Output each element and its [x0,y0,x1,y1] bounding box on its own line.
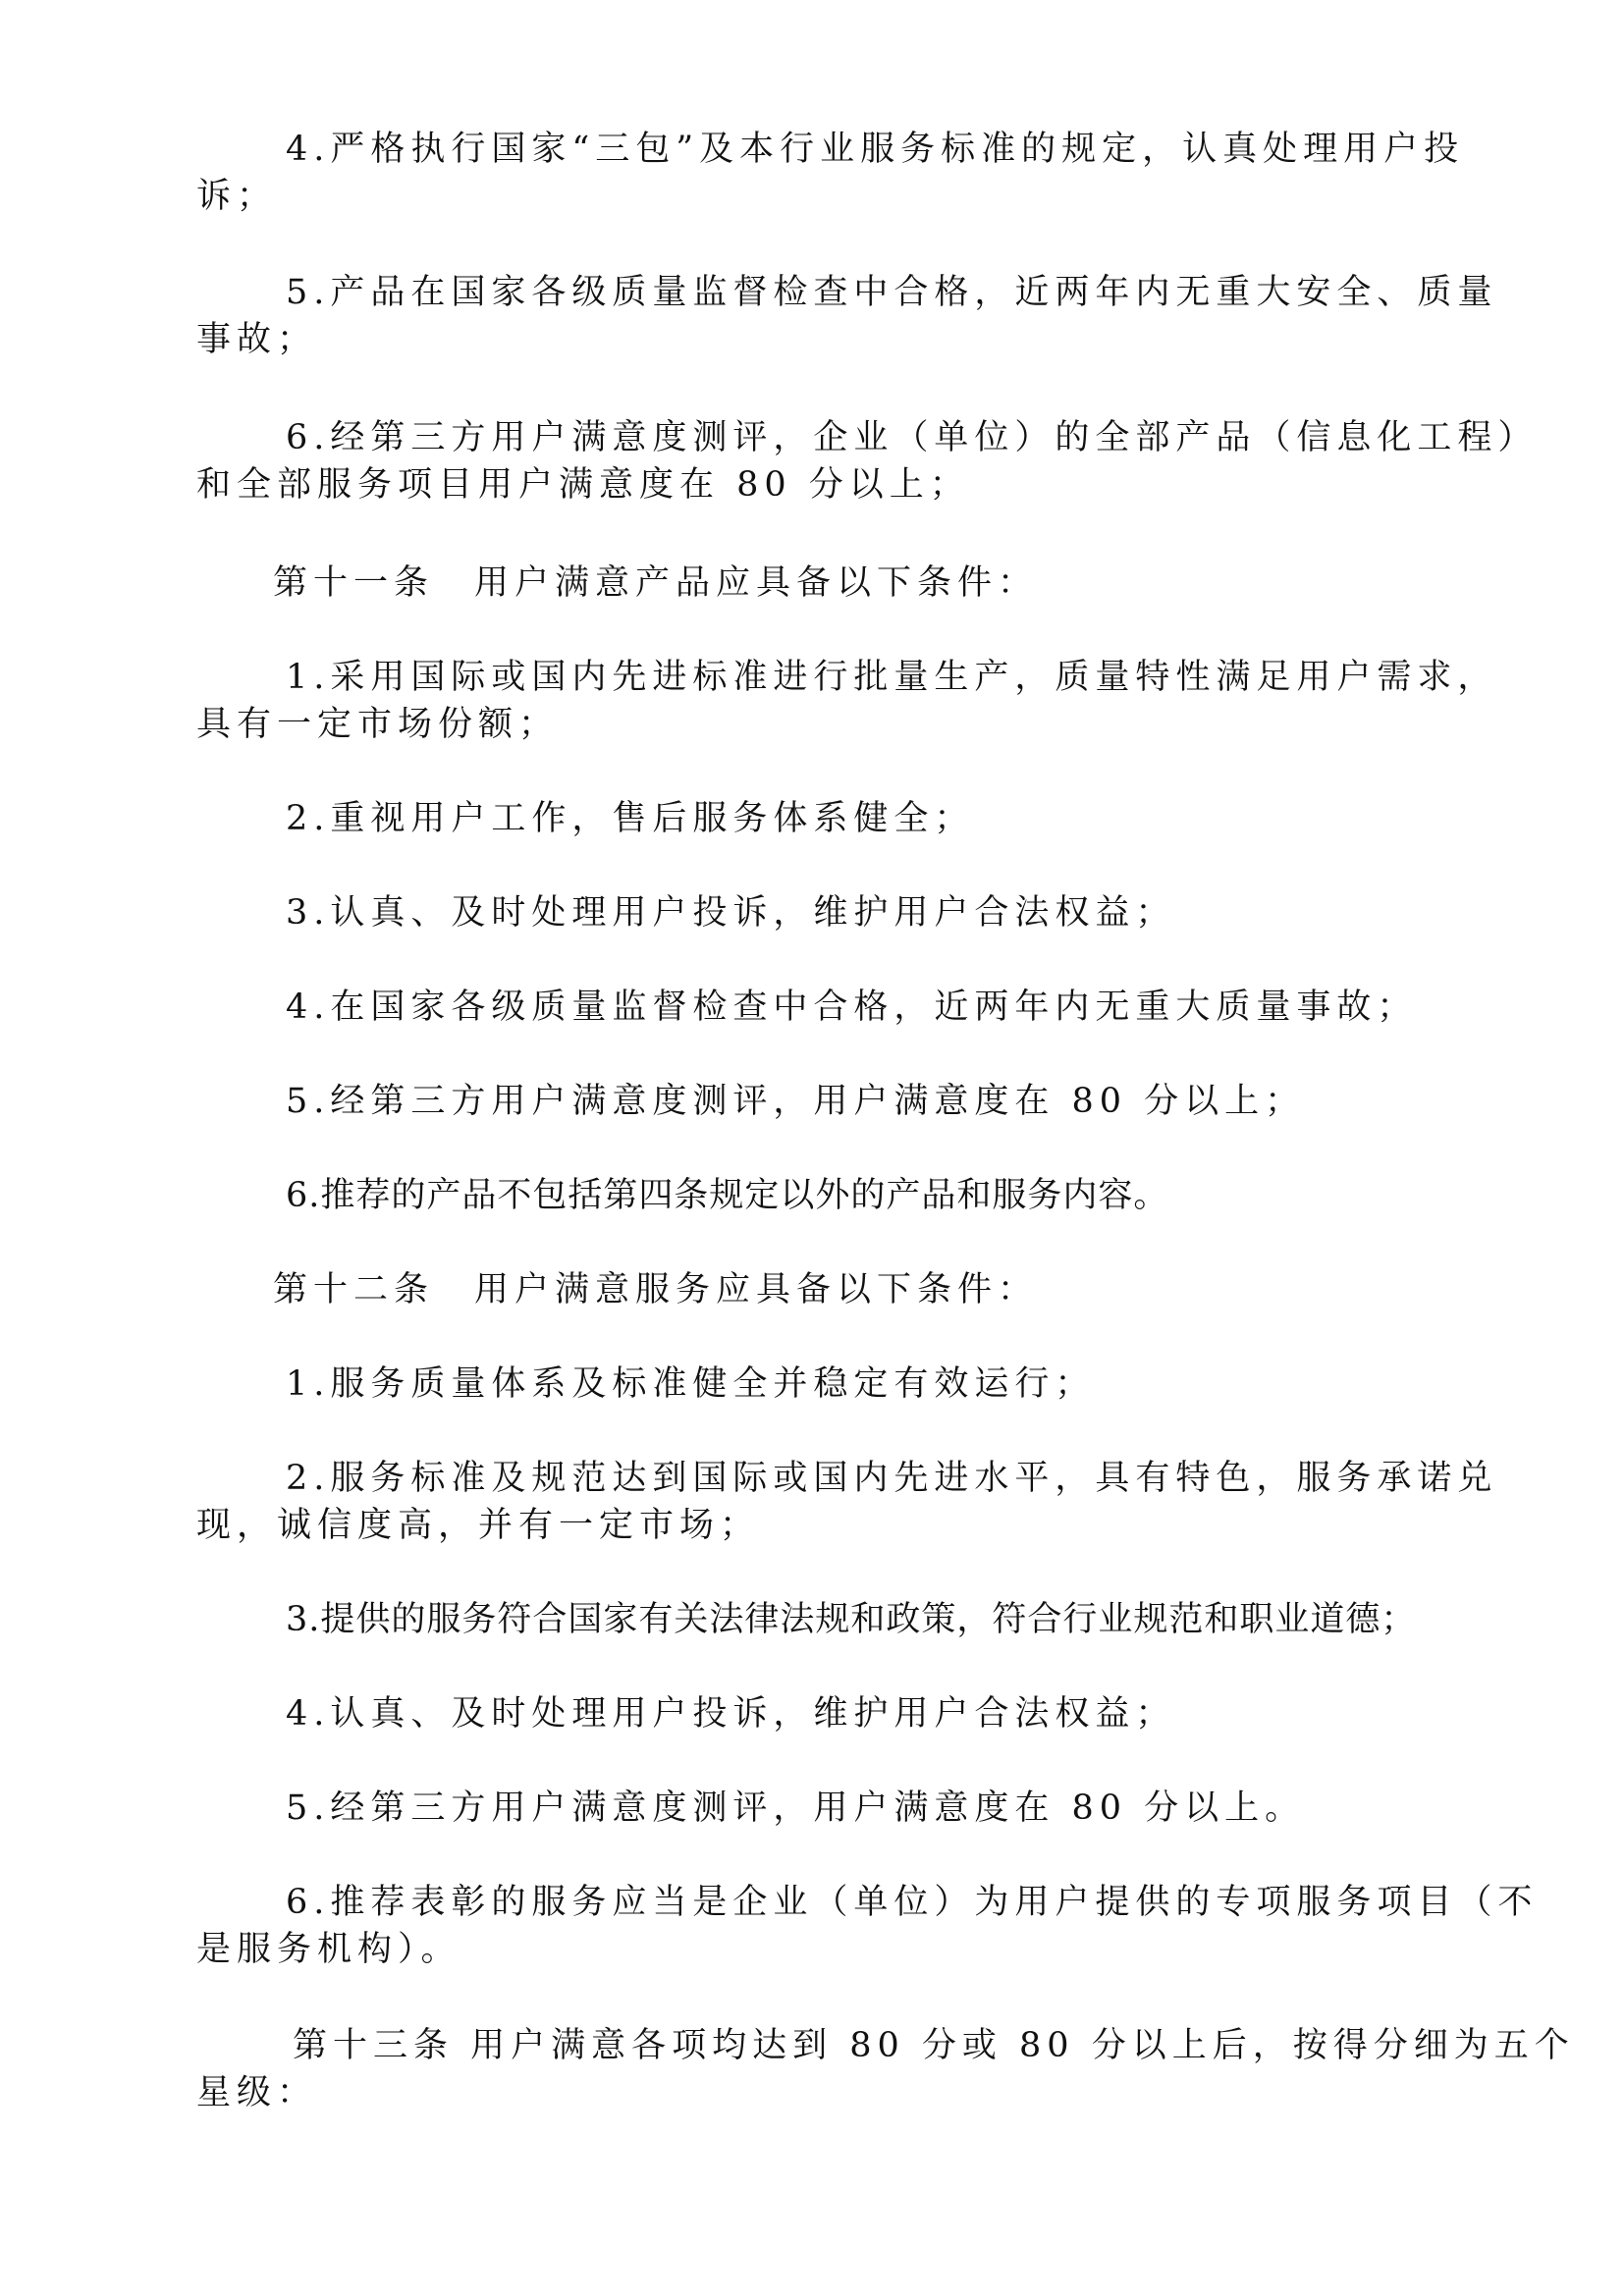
article-11-item-6: 6.推荐的产品不包括第四条规定以外的产品和服务内容。 [286,1176,1169,1215]
article-11-item-4: 4.在国家各级质量监督检查中合格，近两年内无重大质量事故； [286,988,1418,1027]
paragraph-item-6-satisfaction [196,414,1539,508]
article-11-item-1 [196,654,1498,748]
article-11-item-3: 3.认真、及时处理用户投诉，维护用户合法权益； [286,893,1176,933]
paragraph-line: 6.经第三方用户满意度测评，企业（单位）的全部产品（信息化工程） [286,418,1539,457]
paragraph-line: 2.服务标准及规范达到国际或国内先进水平，具有特色，服务承诺兑 [286,1459,1498,1498]
paragraph-item-4-sanbao [196,126,1465,220]
paragraph-line: 第十三条 用户满意各项均达到 80 分或 80 分以上后，按得分细为五个 [293,2026,1575,2065]
article-12-heading: 第十二条 用户满意服务应具备以下条件： [273,1270,1039,1309]
article-12-item-6 [196,1879,1539,1973]
article-12-item-3: 3.提供的服务符合国家有关法律法规和政策，符合行业规范和职业道德； [286,1600,1417,1639]
article-12-item-2 [196,1455,1498,1549]
article-12-item-4: 4.认真、及时处理用户投诉，维护用户合法权益； [286,1694,1176,1734]
article-11-item-2: 2.重视用户工作，售后服务体系健全； [286,799,975,838]
paragraph-line: 具有一定市场份额； [196,705,560,744]
article-11-item-5: 5.经第三方用户满意度测评，用户满意度在 80 分以上； [286,1082,1306,1121]
paragraph-item-5-quality [196,269,1498,363]
paragraph-line: 诉； [196,177,278,216]
article-13-heading [196,2022,1575,2116]
paragraph-line: 现，诚信度高，并有一定市场； [196,1506,761,1545]
paragraph-line: 1.采用国际或国内先进标准进行批量生产，质量特性满足用户需求， [286,658,1498,697]
paragraph-line: 4.严格执行国家“三包”及本行业服务标准的规定，认真处理用户投 [286,130,1465,169]
article-11-heading: 第十一条 用户满意产品应具备以下条件： [273,563,1039,603]
paragraph-line: 事故； [196,320,318,359]
paragraph-line: 星级： [196,2073,318,2112]
article-12-item-5: 5.经第三方用户满意度测评，用户满意度在 80 分以上。 [286,1789,1306,1828]
article-12-item-1: 1.服务质量体系及标准健全并稳定有效运行； [286,1364,1096,1404]
paragraph-line: 是服务机构）。 [196,1930,461,1969]
paragraph-line: 6.推荐表彰的服务应当是企业（单位）为用户提供的专项服务项目（不 [286,1883,1539,1922]
paragraph-line: 和全部服务项目用户满意度在 80 分以上； [196,465,970,505]
paragraph-line: 5.产品在国家各级质量监督检查中合格，近两年内无重大安全、质量 [286,273,1498,312]
